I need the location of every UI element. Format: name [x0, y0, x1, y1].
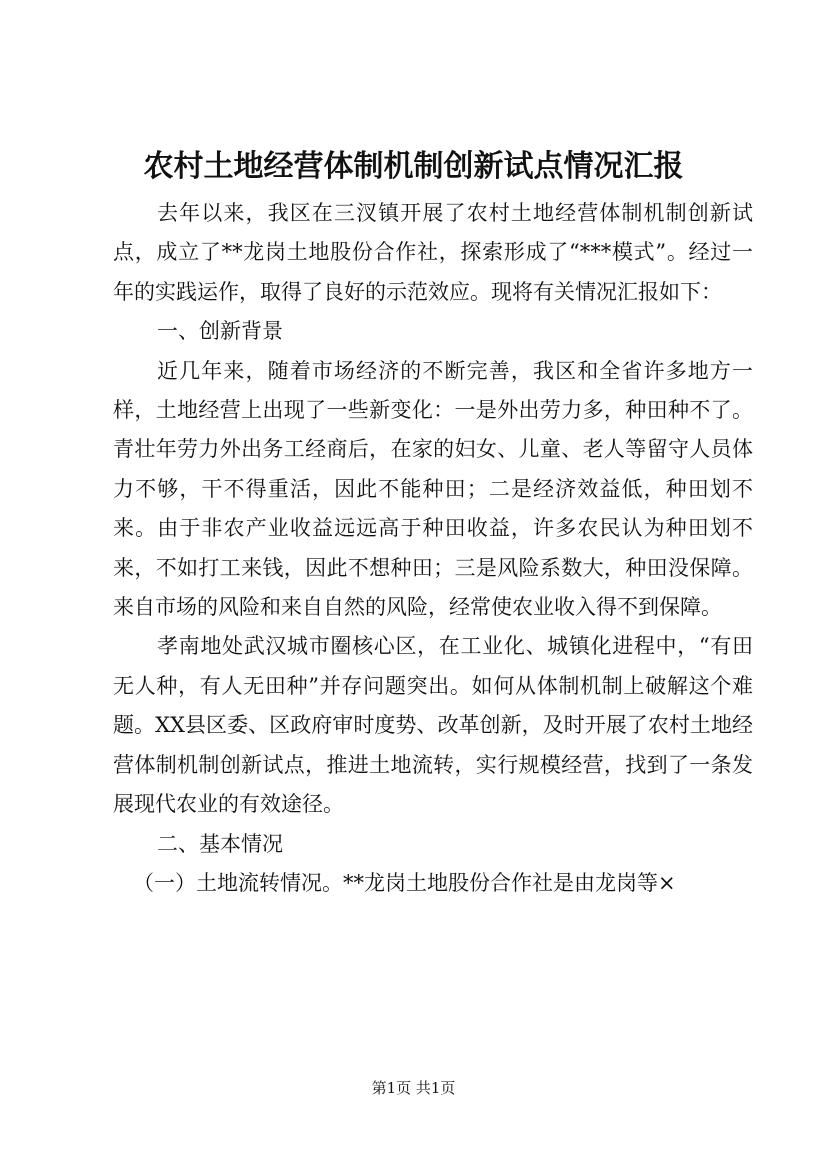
background-paragraph: 近几年来，随着市场经济的不断完善，我区和全省许多地方一样，土地经营上出现了一些新变化：一是外出劳力多，种田种不了。青壮年劳力外出务工经商后，在家的妇女、儿童、老人等留守人员体力不够，干不得重活，因此不能种田；二是经济效益低，种田划不来。由于非农产业收益远远高于种田收益，许多农民认为种田划不来，不如打工来钱，因此不想种田；三是风险系数大，种田没保障。来自市场的风险和来自自然的风险，经常使农业收入得不到保障。 [113, 358, 753, 620]
land-transfer-paragraph: （一）土地流转情况。**龙岗土地股份合作社是由龙岗等× [133, 870, 676, 895]
document-body [113, 194, 753, 903]
intro-paragraph: 去年以来，我区在三汊镇开展了农村土地经营体制机制创新试点，成立了**龙岗土地股份合作社，探索形成了“***模式”。经过一年的实践运作，取得了良好的示范效应。现将有关情况汇报如下： [113, 201, 753, 304]
page-footer: 第1页 共1页 [371, 1079, 456, 1097]
section-heading-background: 一、创新背景 [157, 319, 283, 344]
page-title: 农村土地经营体制机制创新试点情况汇报 [143, 149, 684, 184]
xiaonan-paragraph: 孝南地处武汉城市圈核心区，在工业化、城镇化进程中，“有田无人种，有人无田种”并存问题突出。如何从体制机制上破解这个难题。XX县区委、区政府审时度势、改革创新，及时开展了农村土地经营体制机制创新试点，推进土地流转，实行规模经营，找到了一条发展现代农业的有效途径。 [113, 634, 753, 817]
section-heading-basic: 二、基本情况 [157, 831, 283, 856]
